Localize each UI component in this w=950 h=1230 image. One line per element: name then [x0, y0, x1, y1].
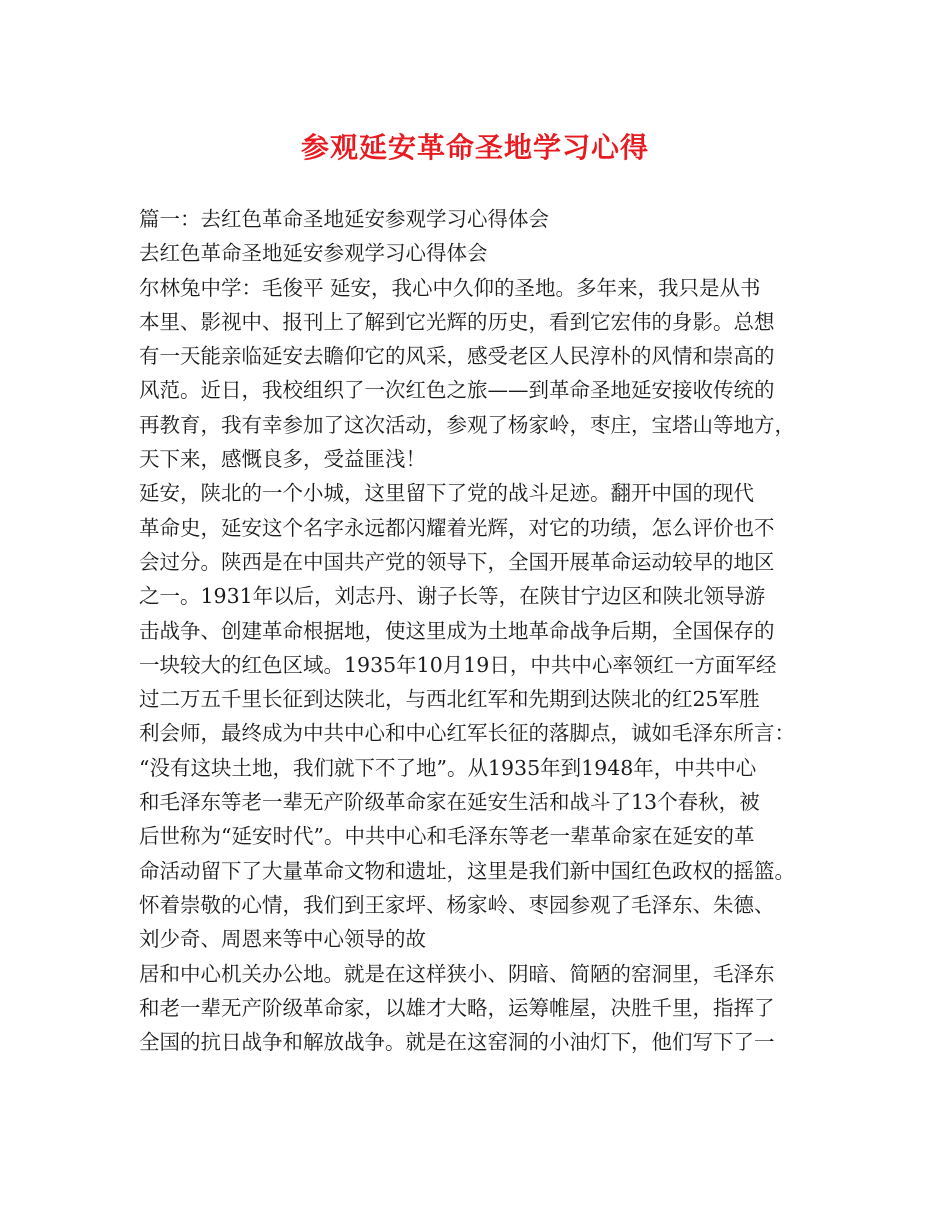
document-title: 参观延安革命圣地学习心得: [300, 131, 649, 164]
text-line: 尔林兔中学：毛俊平 延安，我心中久仰的圣地。多年来，我只是从书: [139, 275, 761, 300]
text-line: 革命史，延安这个名字永远都闪耀着光辉，对它的功绩，怎么评价也不: [139, 515, 775, 540]
text-line: 命活动留下了大量革命文物和遗址，这里是我们新中国红色政权的摇篮。: [139, 858, 795, 883]
document-body: [139, 202, 819, 1059]
text-line: 有一天能亲临延安去瞻仰它的风采，感受老区人民淳朴的风情和崇高的: [139, 344, 775, 369]
text-line: 全国的抗日战争和解放战争。就是在这窑洞的小油灯下，他们写下了一: [139, 1030, 775, 1055]
text-line: 之一。1931年以后，刘志丹、谢子长等，在陕甘宁边区和陕北领导游: [139, 584, 766, 609]
text-line: 风范。近日，我校组织了一次红色之旅——到革命圣地延安接收传统的: [139, 378, 775, 403]
text-line: 本里、影视中、报刊上了解到它光辉的历史，看到它宏伟的身影。总想: [139, 309, 775, 334]
text-line: 去红色革命圣地延安参观学习心得体会: [139, 241, 488, 266]
text-line: 后世称为“延安时代”。中共中心和毛泽东等老一辈革命家在延安的革: [139, 824, 755, 849]
text-line: 刘少奇、周恩来等中心领导的故: [139, 927, 426, 952]
text-line: 利会师，最终成为中共中心和中心红军长征的落脚点，诚如毛泽东所言：: [139, 721, 795, 746]
text-line: 怀着崇敬的心情，我们到王家坪、杨家岭、枣园参观了毛泽东、朱德、: [139, 892, 775, 917]
text-line: 过二万五千里长征到达陕北，与西北红军和先期到达陕北的红25军胜: [139, 687, 760, 712]
text-line: 一块较大的红色区域。1935年10月19日，中共中心率领红一方面军经: [139, 652, 777, 677]
text-line: 和毛泽东等老一辈无产阶级革命家在延安生活和战斗了13个春秋，被: [139, 790, 760, 815]
text-line: 击战争、创建革命根据地，使这里成为土地革命战争后期，全国保存的: [139, 618, 775, 643]
text-line: 天下来，感慨良多，受益匪浅！: [139, 447, 426, 472]
text-line: “没有这块土地，我们就下不了地”。从1935年到1948年，中共中心: [139, 755, 757, 780]
text-line: 再教育，我有幸参加了这次活动，参观了杨家岭，枣庄，宝塔山等地方，: [139, 412, 795, 437]
text-line: 会过分。陕西是在中国共产党的领导下，全国开展革命运动较早的地区: [139, 549, 775, 574]
text-line: 居和中心机关办公地。就是在这样狭小、阴暗、简陋的窑洞里，毛泽东: [139, 961, 775, 986]
text-line: 篇一：去红色革命圣地延安参观学习心得体会: [139, 207, 549, 231]
text-line: 延安，陕北的一个小城，这里留下了党的战斗足迹。翻开中国的现代: [139, 481, 754, 506]
text-line: 和老一辈无产阶级革命家，以雄才大略，运筹帷屋，决胜千里，指挥了: [139, 995, 775, 1020]
